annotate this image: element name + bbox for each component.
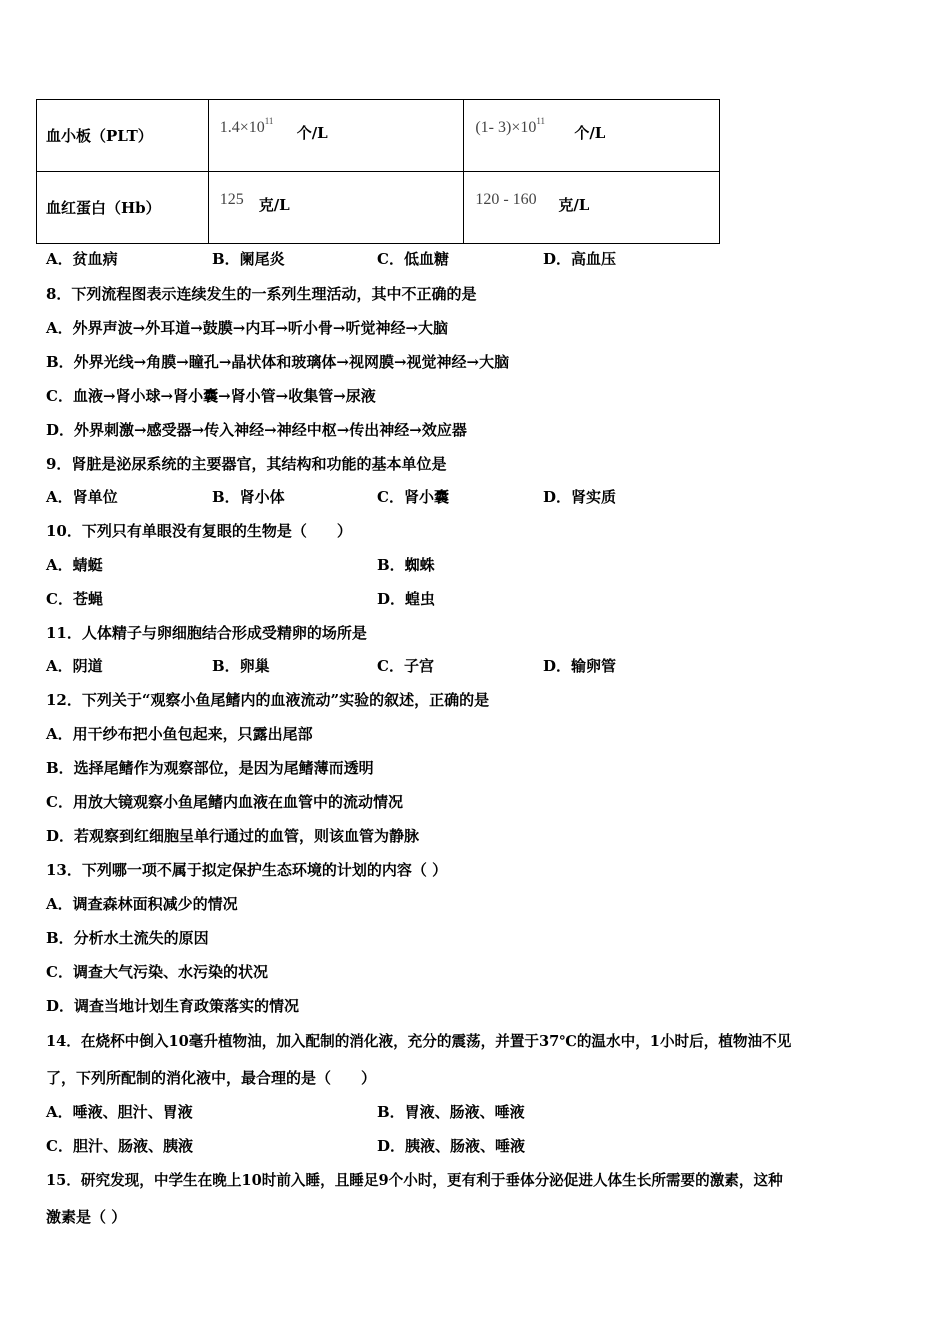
q10-option-c: C．苍蝇 [46,590,103,608]
q11-stem: 11．人体精子与卵细胞结合形成受精卵的场所是 [46,624,367,642]
blood-test-table [36,99,720,244]
normal-range-cell [464,172,720,244]
q14-option-d: D．胰液、肠液、唾液 [377,1137,526,1155]
q13-option-d: D．调查当地计划生育政策落实的情况 [46,997,300,1015]
q9-option-c: C．肾小囊 [377,488,449,506]
q12-stem: 12．下列关于“观察小鱼尾鳍内的血液流动”实验的叙述，正确的是 [46,691,490,709]
q14-option-b: B．胃液、肠液、唾液 [377,1103,525,1121]
q12-option-d: D．若观察到红细胞呈单行通过的血管，则该血管为静脉 [46,827,420,845]
q7-option-d: D．高血压 [543,250,617,268]
normal-range-cell [464,100,720,172]
q8-stem: 8．下列流程图表示连续发生的一系列生理活动，其中不正确的是 [46,285,477,303]
q14-option-c: C．胆汁、肠液、胰液 [46,1137,193,1155]
normal-range: 120 - 160 [475,191,537,208]
q9-option-d: D．肾实质 [543,488,617,506]
q13-option-a: A．调查森林面积减少的情况 [46,895,238,913]
q12-option-a: A．用干纱布把小鱼包起来，只露出尾部 [46,725,313,743]
q10-option-b: B．蜘蛛 [377,556,435,574]
q9-stem: 9．肾脏是泌尿系统的主要器官，其结构和功能的基本单位是 [46,455,447,473]
measured-value-cell [208,172,464,244]
normal-unit: 克/L [558,196,590,214]
row-name: 血红蛋白（Hb） [37,172,209,244]
q11-option-a: A．阴道 [46,657,103,675]
q9-option-a: A．肾单位 [46,488,118,506]
q10-option-d: D．蝗虫 [377,590,436,608]
q10-option-a: A．蜻蜓 [46,556,103,574]
measured-unit: 个/L [296,124,328,142]
q15-stem-line2: 激素是（ ） [46,1208,127,1226]
measured-value: 125 [219,191,244,208]
q14-stem-line2: 了，下列所配制的消化液中，最合理的是（ ） [46,1069,377,1087]
measured-unit: 克/L [258,196,290,214]
q15-stem-line1: 15．研究发现，中学生在晚上10时前入睡，且睡足9个小时，更有利于垂体分泌促进人体生长所需要的激素，这种 [46,1172,783,1189]
table-row [37,172,720,244]
q11-option-d: D．输卵管 [543,657,617,675]
q8-option-a: A．外界声波→外耳道→鼓膜→内耳→听小骨→听觉神经→大脑 [46,319,449,337]
measured-value: $1.4\times 10^{11}$ [219,116,274,136]
q7-option-c: C．低血糖 [377,250,449,268]
row-name: 血小板（PLT） [37,100,209,172]
q7-option-a: A．贫血病 [46,250,118,268]
q7-option-b: B．阑尾炎 [212,250,285,268]
normal-range: (1- $3)\times 10^{11}$ [475,116,546,136]
normal-unit: 个/L [574,124,606,142]
q8-option-d: D．外界刺激→感受器→传入神经→神经中枢→传出神经→效应器 [46,421,467,439]
q12-option-c: C．用放大镜观察小鱼尾鳍内血液在血管中的流动情况 [46,793,403,811]
q11-option-c: C．子宫 [377,657,434,675]
table-row [37,100,720,172]
q8-option-c: C．血液→肾小球→肾小囊→肾小管→收集管→尿液 [46,387,376,405]
measured-value-cell [208,100,464,172]
q14-stem-line1: 14．在烧杯中倒入10毫升植物油，加入配制的消化液，充分的震荡，并置于37℃的温水中，1小时后，植物油不见 [46,1033,792,1050]
q12-option-b: B．选择尾鳍作为观察部位，是因为尾鳍薄而透明 [46,759,374,777]
q10-stem: 10．下列只有单眼没有复眼的生物是（ ） [46,522,352,540]
q8-option-b: B．外界光线→角膜→瞳孔→晶状体和玻璃体→视网膜→视觉神经→大脑 [46,353,510,371]
q11-option-b: B．卵巢 [212,657,270,675]
q14-option-a: A．唾液、胆汁、胃液 [46,1103,193,1121]
q13-stem: 13．下列哪一项不属于拟定保护生态环境的计划的内容（ ） [46,861,448,879]
q13-option-c: C．调查大气污染、水污染的状况 [46,963,268,981]
q13-option-b: B．分析水土流失的原因 [46,929,209,947]
q9-option-b: B．肾小体 [212,488,285,506]
